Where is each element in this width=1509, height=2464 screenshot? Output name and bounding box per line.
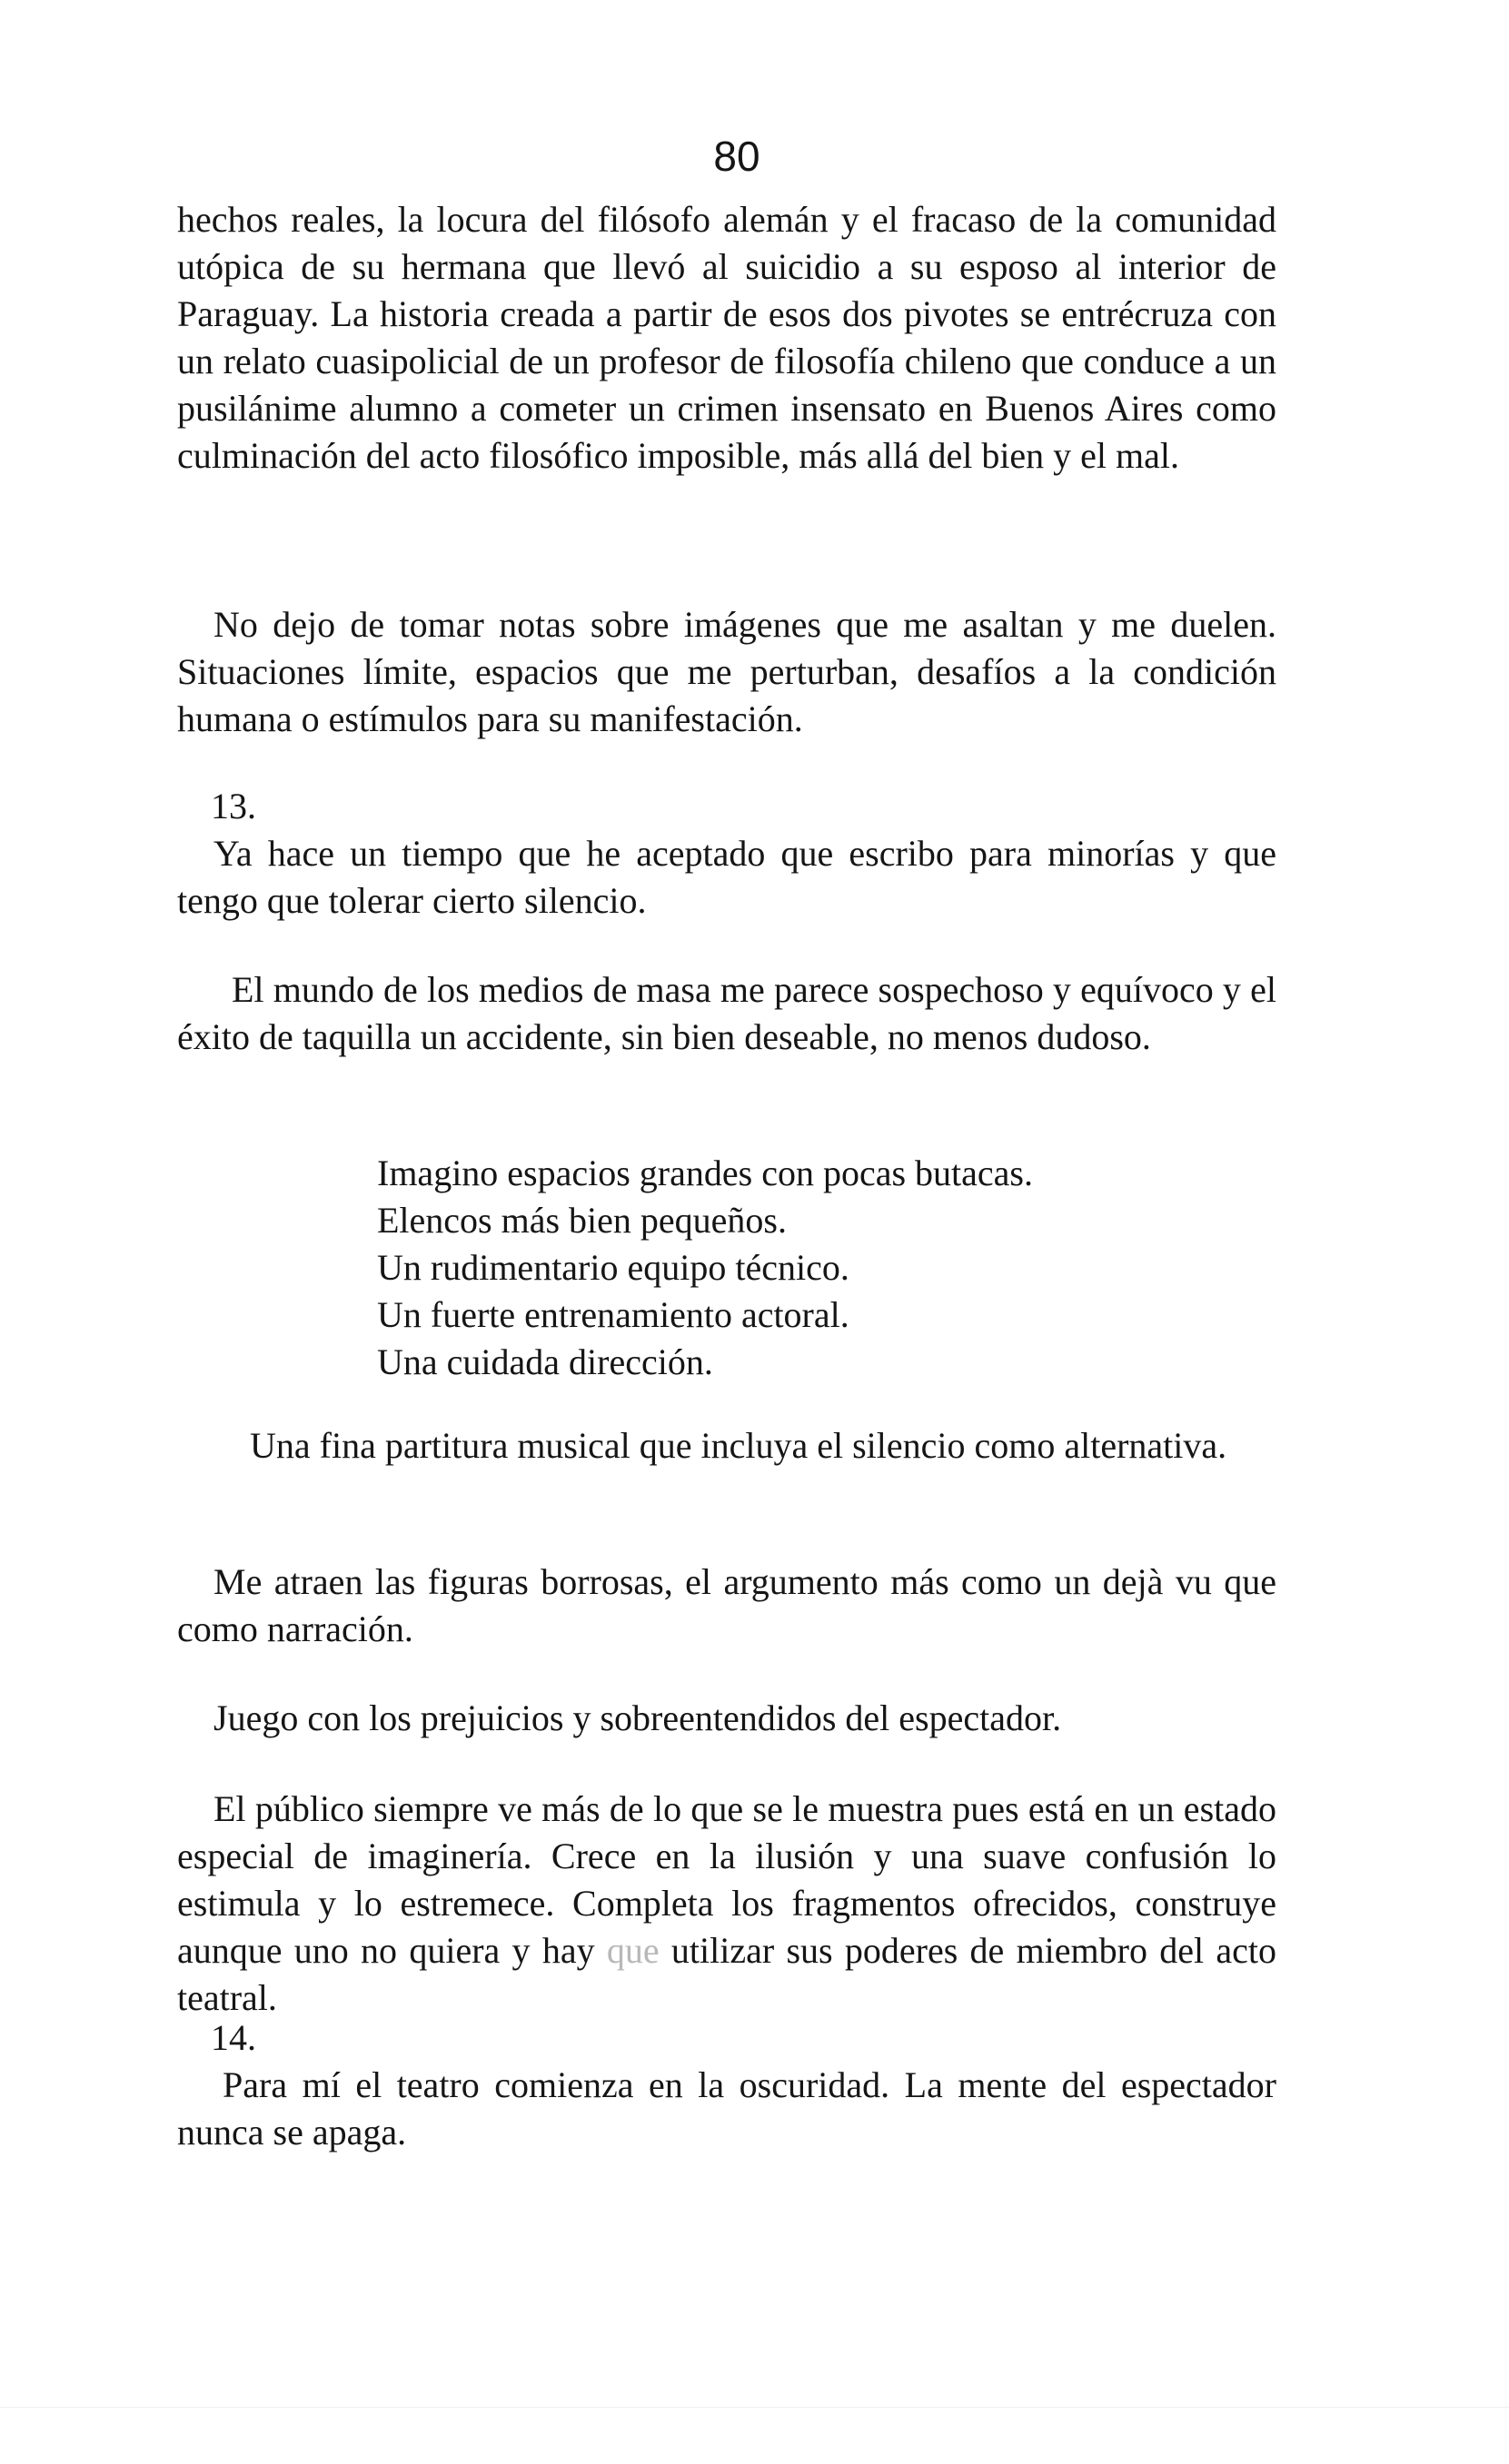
paragraph-audience-end: utilizar sus poderes de miembro del acto teatral. (177, 1930, 1277, 2018)
paragraph-darkness: Para mí el teatro comienza en la oscuridad. La mente del espectador nunca se apaga. (177, 2064, 1276, 2152)
paragraph-musical-score: Una fina partitura musical que incluya el silencio como alternativa. (250, 1425, 1227, 1466)
section-number-14: 14. (211, 2017, 256, 2058)
imagined-staging-list (377, 1150, 1249, 1386)
page-edge-shadow (0, 2407, 1509, 2408)
list-item: Una cuidada dirección. (377, 1341, 713, 1382)
section-number-13: 13. (211, 786, 256, 826)
page-number: 80 (713, 133, 760, 180)
faded-word: que (606, 1930, 660, 1971)
paragraph-nietzsche-novel: hechos reales, la locura del filósofo alemán y el fracaso de la comunidad utópica de su hermana que llevó al suicidio a su esposo al interior de Paraguay. La historia creada a partir de esos dos pivotes se entrécruza con un relato cuasipolicial de un profesor de filosofía chileno que conduce a un pusilánime alumno a cometer un crimen insensato en Buenos Aires como culminación del acto filosófico imposible, más allá del bien y el mal. (177, 199, 1276, 476)
list-item: Elencos más bien pequeños. (377, 1200, 787, 1241)
paragraph-audience (177, 1786, 1276, 2022)
paragraph-minorities: Ya hace un tiempo que he aceptado que escribo para minorías y que tengo que tolerar cierto silencio. (177, 833, 1276, 921)
paragraph-blurred-figures: Me atraen las figuras borrosas, el argumento más como un dejà vu que como narración. (177, 1561, 1276, 1649)
paragraph-mass-media: El mundo de los medios de masa me parece sospechoso y equívoco y el éxito de taquilla un accidente, sin bien deseable, no menos dudoso. (177, 969, 1276, 1057)
list-item: Un fuerte entrenamiento actoral. (377, 1294, 849, 1335)
paragraph-audience-text: El público siempre ve más de lo que se le muestra pues está en un estado especial de imaginería. Crece en la ilusión y una suave confusión lo estimula y lo estremece. Completa los fragmentos ofrecidos, construye aunque uno no quiera y hay (177, 1788, 1276, 1971)
list-item: Un rudimentario equipo técnico. (377, 1247, 849, 1288)
paragraph-prejudices: Juego con los prejuicios y sobreentendidos del espectador. (213, 1697, 1062, 1738)
list-item: Imagino espacios grandes con pocas butacas. (377, 1153, 1033, 1193)
paragraph-notes-images: No dejo de tomar notas sobre imágenes que me asaltan y me duelen. Situaciones límite, espacios que me perturban, desafíos a la condición humana o estímulos para su manifestación. (177, 604, 1276, 739)
